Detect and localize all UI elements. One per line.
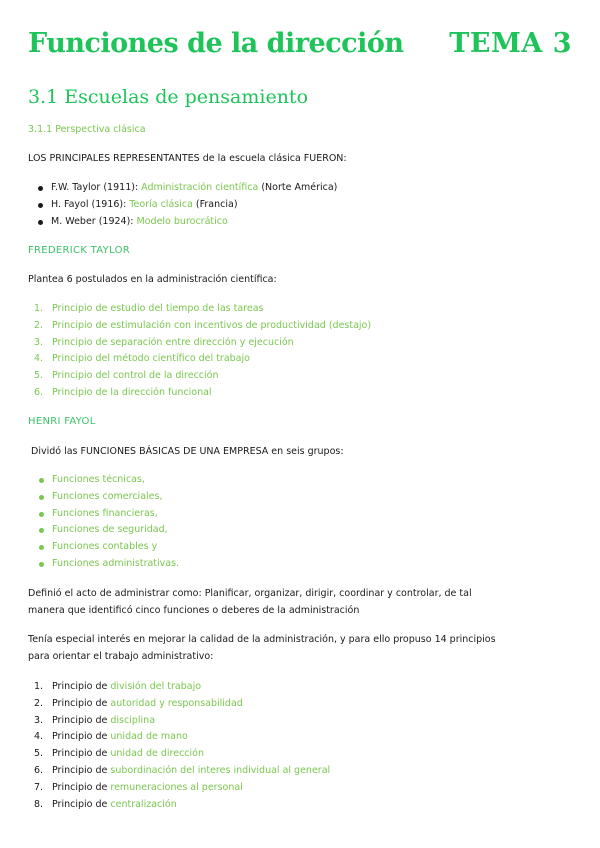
function-text: Funciones administrativas. — [52, 557, 180, 569]
list-item — [34, 301, 371, 318]
principle-prefix: Principio de — [52, 731, 111, 743]
function-text: Funciones comerciales, — [52, 490, 163, 502]
principle-prefix: Principio de — [52, 764, 111, 776]
postulate-text: Principio de estimulación con incentivos de productividad (destajo) — [52, 319, 372, 331]
postulate-text: Principio de separación entre dirección y ejecución — [52, 336, 294, 348]
list-item — [52, 472, 179, 489]
item-number: 2. — [34, 319, 44, 331]
postulate-text: Principio de la dirección funcional — [52, 386, 212, 398]
list-item — [51, 214, 337, 231]
rep-work: Modelo burocrático — [136, 215, 228, 227]
list-item — [51, 180, 337, 197]
list-item — [52, 506, 179, 523]
principle-prefix: Principio de — [52, 714, 111, 726]
rep-name: M. Weber (1924): — [51, 215, 137, 227]
representatives-intro: LOS PRINCIPALES REPRESENTANTES de la escuela clásica FUERON: — [28, 153, 347, 164]
function-text: Funciones financieras, — [52, 507, 158, 519]
list-item — [52, 556, 179, 573]
list-item — [52, 539, 179, 556]
list-item — [52, 522, 179, 539]
title-row — [28, 28, 572, 59]
list-item — [34, 351, 371, 368]
postulate-text: Principio de estudio del tiempo de las tareas — [52, 303, 264, 314]
list-item — [52, 489, 179, 506]
item-number: 8. — [34, 798, 44, 810]
bullet-icon — [38, 186, 43, 191]
rep-origin: (Norte América) — [258, 182, 338, 193]
function-text: Funciones técnicas, — [52, 474, 145, 485]
fayol-definition-line1: Definió el acto de administrar como: Planificar, organizar, dirigir, coordinar y controlar, de tal — [28, 588, 472, 599]
rep-name: F.W. Taylor (1911): — [51, 182, 142, 193]
principle-prefix: Principio de — [52, 748, 111, 760]
item-number: 2. — [34, 697, 44, 709]
principle-text: autoridad y responsabilidad — [110, 697, 243, 709]
principle-text: subordinación del interes individual al general — [110, 764, 331, 776]
list-item — [34, 335, 371, 352]
bullet-icon — [39, 562, 44, 567]
list-item — [34, 385, 371, 402]
item-number: 5. — [34, 748, 44, 760]
fayol-principles-list — [34, 679, 331, 813]
fayol-heading: HENRI FAYOL — [28, 416, 96, 427]
item-number: 1. — [34, 303, 44, 314]
item-number: 7. — [34, 781, 44, 793]
principle-text: remuneraciones al personal — [110, 781, 243, 793]
list-item — [34, 679, 330, 696]
list-item — [34, 763, 331, 780]
representatives-list — [51, 180, 337, 230]
item-number: 1. — [34, 681, 44, 692]
principle-prefix: Principio de — [52, 681, 111, 692]
bullet-icon — [38, 203, 43, 208]
page-title: Funciones de la dirección — [28, 28, 404, 59]
principle-prefix: Principio de — [52, 697, 111, 709]
list-item — [34, 797, 330, 814]
bullet-icon — [39, 495, 44, 500]
list-item — [34, 318, 372, 335]
taylor-postulates-list — [34, 301, 372, 402]
fayol-functions-list — [52, 472, 179, 573]
list-item — [34, 368, 371, 385]
bullet-icon — [38, 220, 43, 225]
list-item — [34, 729, 330, 746]
item-number: 6. — [34, 386, 44, 398]
function-text: Funciones contables y — [52, 541, 158, 553]
principle-text: centralización — [110, 798, 177, 810]
item-number: 4. — [34, 353, 44, 365]
rep-name: H. Fayol (1916): — [51, 198, 130, 210]
list-item — [34, 746, 330, 763]
bullet-icon — [39, 478, 44, 483]
subsection-title: 3.1.1 Perspectiva clásica — [28, 124, 146, 135]
rep-origin: (Francia) — [192, 198, 238, 210]
fayol-definition-line2: manera que identificó cinco funciones o deberes de la administración — [28, 605, 360, 616]
bullet-icon — [39, 512, 44, 517]
principle-text: unidad de mano — [110, 731, 188, 743]
bullet-icon — [39, 545, 44, 550]
fayol-principles-intro-line1: Tenía especial interés en mejorar la calidad de la administración, y para ello propuso 14 principios — [28, 634, 496, 645]
fayol-principles-intro-line2: para orientar el trabajo administrativo: — [28, 651, 214, 662]
postulate-text: Principio del control de la dirección — [52, 370, 219, 382]
postulate-text: Principio del método científico del trabajo — [52, 353, 250, 365]
item-number: 6. — [34, 764, 44, 776]
fayol-intro: Dividó las FUNCIONES BÁSICAS DE UNA EMPRESA en seis grupos: — [31, 446, 344, 457]
rep-work: Teoría clásica — [129, 198, 193, 210]
principle-text: disciplina — [110, 714, 156, 726]
item-number: 4. — [34, 731, 44, 743]
section-title: 3.1 Escuelas de pensamiento — [28, 86, 309, 108]
principle-prefix: Principio de — [52, 798, 111, 810]
principle-prefix: Principio de — [52, 781, 111, 793]
list-item — [34, 780, 330, 797]
taylor-intro: Plantea 6 postulados en la administración científica: — [28, 274, 277, 285]
item-number: 3. — [34, 336, 44, 348]
taylor-heading: FREDERICK TAYLOR — [28, 245, 130, 256]
principle-text: división del trabajo — [110, 681, 202, 692]
list-item — [51, 197, 337, 214]
bullet-icon — [39, 528, 44, 533]
tema-label: TEMA 3 — [449, 28, 572, 59]
list-item — [34, 696, 330, 713]
item-number: 5. — [34, 370, 44, 382]
function-text: Funciones de seguridad, — [52, 524, 168, 536]
item-number: 3. — [34, 714, 44, 726]
list-item — [34, 713, 330, 730]
rep-work: Administración científica — [141, 182, 259, 193]
principle-text: unidad de dirección — [110, 748, 204, 760]
